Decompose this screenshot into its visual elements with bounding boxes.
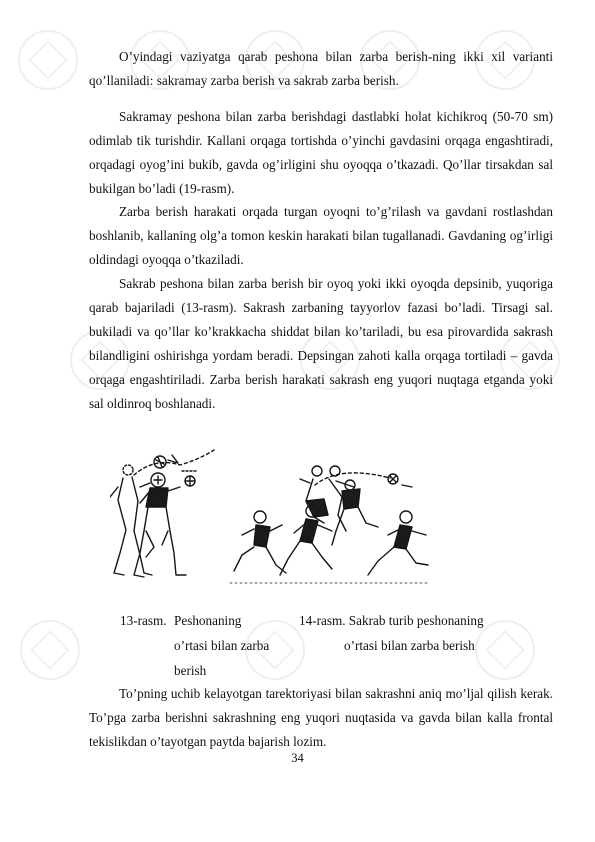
figure-14-jumping-players-illustration: [230, 466, 430, 583]
paragraph: Zarba berish harakati orqada turgan oyoqni to’g’rilash va gavdani rostlashdan boshlanib, kallaning olg’a tomon keskin harakati bilan tugallanadi. Gavdaning og’irligi oldindagi oyoqqa o’tkaziladi.: [89, 204, 553, 267]
watermark-logo-icon: [18, 30, 78, 90]
football-heading-illustration: [110, 435, 440, 585]
figure-13-number: 13-rasm.: [120, 613, 167, 628]
watermark-logo-icon: [20, 620, 80, 680]
figure-14-caption-line: 14-rasm. Sakrab turib peshonaning: [299, 613, 484, 628]
figure-13-standing-player-illustration: [110, 450, 214, 577]
paragraph: O’yindagi vaziyatga qarab peshona bilan zarba berish-ning ikki xil varianti qo’llaniladi: sakramay zarba berish va sakrab zarba berish.: [89, 49, 553, 88]
figure-13-caption-line: o’rtasi bilan zarba: [174, 638, 270, 653]
figure-13-caption-line: Peshonaning: [174, 613, 242, 628]
figure-13-caption-line: berish: [174, 663, 207, 678]
page-number: 34: [291, 751, 304, 765]
figure-14-caption-line: o’rtasi bilan zarba berish: [344, 638, 475, 653]
paragraph: Sakramay peshona bilan zarba berishdagi dastlabki holat kichikroq (50-70 sm) odimlab tik turishdir. Kallani orqaga tortishda o’yinchi gavdasini orqaga engashtiradi, orqadagi oyog’ini bukib, gavda og’irligini shu oyoqqa o’tkazadi. Qo’llar tirsakdan sal bukilgan bo’ladi (19-rasm).: [89, 109, 553, 196]
watermark-logo-icon: [475, 620, 535, 680]
paragraph: To’pning uchib kelayotgan tarektoriyasi bilan sakrashni aniq mo’ljal qilish kerak. To’pga zarba berishni sakrashning eng yuqori nuqtasida va gavda bilan kalla frontal tekislikdan o’tayotgan paytda bajarish lozim.: [89, 686, 553, 749]
paragraph: Sakrab peshona bilan zarba berish bir oyoq yoki ikki oyoqda depsinib, yuqoriga qarab bajariladi (13-rasm). Sakrash zarbaning tayyorlov fazasi bo’ladi. Tirsagi sal. bukiladi va qo’llar ko’krakkacha shiddat bilan ko’tariladi, bu esa pirovardida sakrash bilandligini oshirishga yordam beradi. Depsingan zahoti kalla orqaga tortiladi – gavda orqaga engashtiriladi. Zarba berish harakati sakrash eng yuqori nuqtaga etganda yoki sal oldinroq boshlanadi.: [89, 276, 553, 411]
